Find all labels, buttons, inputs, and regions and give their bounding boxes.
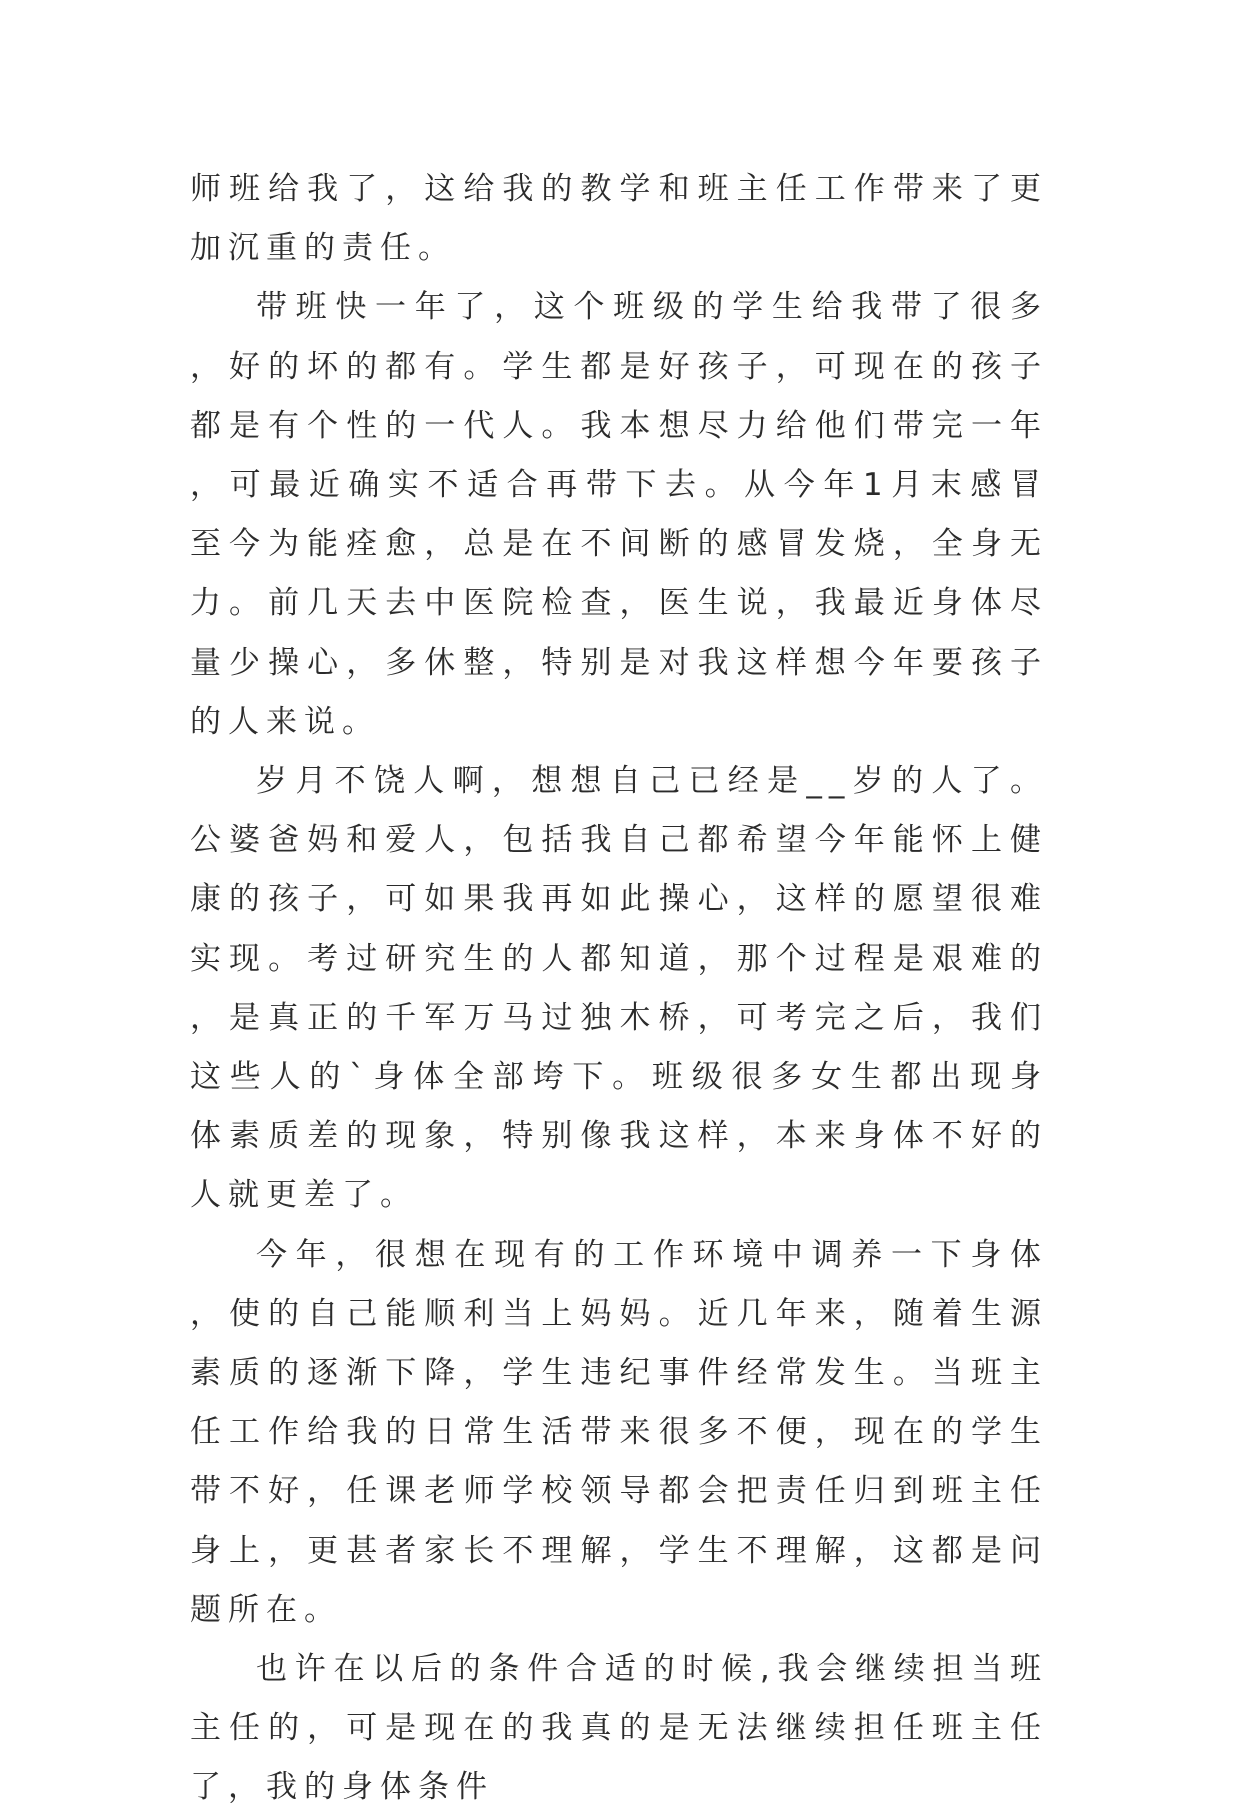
paragraph-1: 师班给我了，这给我的教学和班主任工作带来了更加沉重的责任。 bbox=[190, 171, 1048, 267]
paragraph-5: 也许在以后的条件合适的时候,我会继续担当班主任的，可是现在的我真的是无法继续担任班主任了，我的身体条件 bbox=[190, 1651, 1048, 1806]
paragraph-2: 带班快一年了，这个班级的学生给我带了很多，好的坏的都有。学生都是好孩子，可现在的孩子都是有个性的一代人。我本想尽力给他们带完一年，可最近确实不适合再带下去。从今年1月末感冒至今为能痊愈，总是在不间断的感冒发烧，全身无力。前几天去中医院检查，医生说，我最近身体尽量少操心，多休整，特别是对我这样想今年要孩子的人来说。 bbox=[190, 289, 1048, 740]
document-body bbox=[190, 160, 1048, 1818]
paragraph-3: 岁月不饶人啊，想想自己已经是__岁的人了。公婆爸妈和爱人，包括我自己都希望今年能怀上健康的孩子，可如果我再如此操心，这样的愿望很难实现。考过研究生的人都知道，那个过程是艰难的，是真正的千军万马过独木桥，可考完之后，我们这些人的`身体全部垮下。班级很多女生都出现身体素质差的现象，特别像我这样，本来身体不好的人就更差了。 bbox=[190, 763, 1048, 1214]
paragraph-4: 今年，很想在现有的工作环境中调养一下身体，使的自己能顺利当上妈妈。近几年来，随着生源素质的逐渐下降，学生违纪事件经常发生。当班主任工作给我的日常生活带来很多不便，现在的学生带不好，任课老师学校领导都会把责任归到班主任身上，更甚者家长不理解，学生不理解，这都是问题所在。 bbox=[190, 1236, 1048, 1628]
